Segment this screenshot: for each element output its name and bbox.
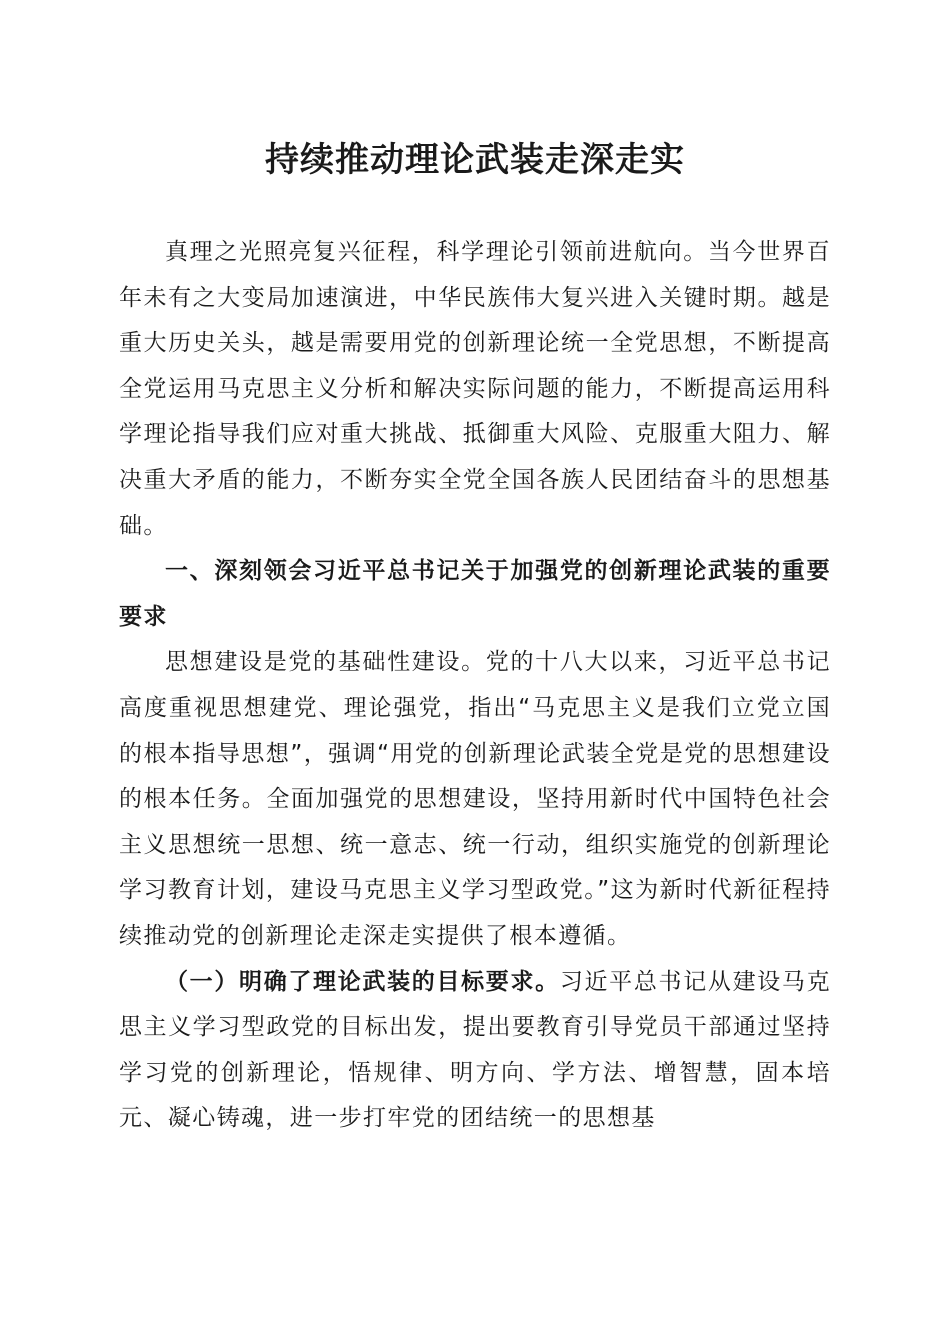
section-1-paragraph: 思想建设是党的基础性建设。党的十八大以来，习近平总书记高度重视思想建党、理论强党，指出“马克思主义是我们立党立国的根本指导思想”，强调“用党的创新理论武装全党是党的思想建设的根本任务。全面加强党的思想建设，坚持用新时代中国特色社会主义思想统一思想、统一意志、统一行动，组织实施党的创新理论学习教育计划，建设马克思主义学习型政党。”这为新时代新征程持续推动党的创新理论走深走实提供了根本遵循。	[119, 649, 831, 949]
subsection-1-paragraph	[119, 960, 831, 1142]
section-heading-1: 一、深刻领会习近平总书记关于加强党的创新理论武装的重要要求	[119, 558, 831, 630]
document-body	[119, 230, 831, 1142]
subsection-1-text: 习近平总书记从建设马克思主义学习型政党的目标出发，提出要教育引导党员干部通过坚持学习党的创新理论，悟规律、明方向、学方法、增智慧，固本培元、凝心铸魂，进一步打牢党的团结统一的思想基	[119, 968, 831, 1132]
subsection-heading-1: （一）明确了理论武装的目标要求。	[165, 968, 560, 995]
intro-paragraph: 真理之光照亮复兴征程，科学理论引领前进航向。当今世界百年未有之大变局加速演进，中华民族伟大复兴进入关键时期。越是重大历史关头，越是需要用党的创新理论统一全党思想，不断提高全党运用马克思主义分析和解决实际问题的能力，不断提高运用科学理论指导我们应对重大挑战、抵御重大风险、克服重大阻力、解决重大矛盾的能力，不断夯实全党全国各族人民团结奋斗的思想基础。	[119, 239, 831, 539]
document-title: 持续推动理论武装走深走实	[265, 140, 685, 180]
